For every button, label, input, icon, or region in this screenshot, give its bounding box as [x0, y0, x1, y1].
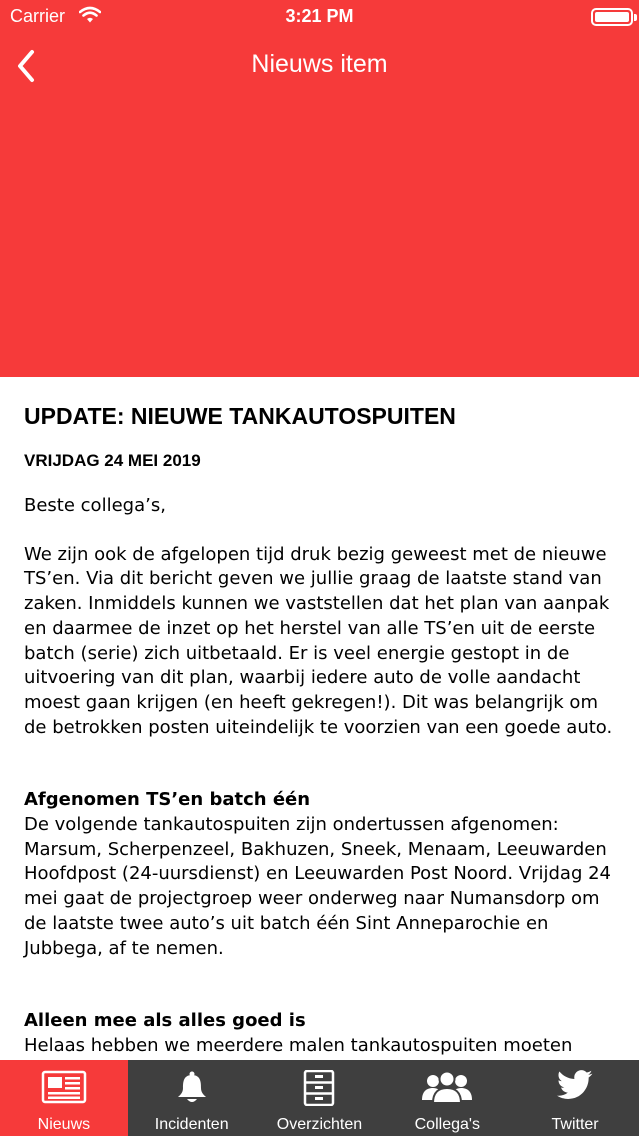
article-greeting: Beste collega’s,: [24, 495, 166, 516]
tab-twitter[interactable]: [511, 1060, 639, 1136]
header-banner: [0, 0, 639, 377]
cabinet-icon: [256, 1070, 384, 1106]
section-text: De volgende tankautospuiten zijn ondertussen afgenomen: Marsum, Scherpenzeel, Bakhuzen, Sneek, Menaam, Leeuwarden Hoofdpost (24-uursdienst) en Leeuwarden Post Noord. Vrijdag 24 mei gaat de projectgroep weer onderweg naar Numansdorp om de laatste twee auto’s uit batch één Sint Anneparochie en Jubbega, af te nemen.: [24, 814, 612, 959]
twitter-icon: [511, 1070, 639, 1106]
article-title: UPDATE: NIEUWE TANKAUTOSPUITEN: [24, 403, 456, 429]
tab-nieuws[interactable]: [0, 1060, 128, 1136]
tab-collegas[interactable]: [383, 1060, 511, 1136]
status-bar: [0, 0, 639, 34]
tab-label: Twitter: [551, 1116, 599, 1133]
section-heading: Afgenomen TS’en batch één: [24, 789, 311, 811]
tab-label: Incidenten: [154, 1116, 229, 1133]
section-text: Helaas hebben we meerdere malen tankautospuiten moeten: [24, 1034, 573, 1056]
section-heading: Alleen mee als alles goed is: [24, 1010, 306, 1032]
navigation-bar: [0, 38, 639, 94]
page-title: Nieuws item: [251, 50, 388, 78]
tab-bar: [0, 1060, 639, 1136]
tab-overzichten[interactable]: [256, 1060, 384, 1136]
article-content[interactable]: [0, 377, 639, 1060]
tab-incidenten[interactable]: [128, 1060, 256, 1136]
tab-label: Collega's: [414, 1116, 480, 1133]
tab-label: Nieuws: [37, 1116, 91, 1133]
tab-label: Overzichten: [276, 1116, 363, 1133]
battery-icon: [591, 8, 633, 26]
bell-icon: [128, 1070, 256, 1106]
status-time: 3:21 PM: [285, 6, 354, 26]
article-paragraph: We zijn ook de afgelopen tijd druk bezig geweest met de nieuwe TS’en. Via dit bericht geven we jullie graag de laatste stand van zaken. Inmiddels kunnen we vaststellen dat het plan van aanpak en daarmee de inzet op het herstel van alle TS’en uit de eerste batch (serie) zich uitbetaald. Er is veel energie gestopt in de uitvoering van dit plan, waarbij iedere auto de volle aandacht moest gaan krijgen (en heeft gekregen!). Dit was belangrijk om de betrokken posten uiteindelijk te voorzien van een goede auto.: [24, 543, 613, 738]
article-date: VRIJDAG 24 MEI 2019: [24, 451, 201, 470]
newspaper-icon: [0, 1070, 128, 1106]
group-icon: [383, 1070, 511, 1106]
carrier-label: Carrier: [10, 6, 66, 26]
